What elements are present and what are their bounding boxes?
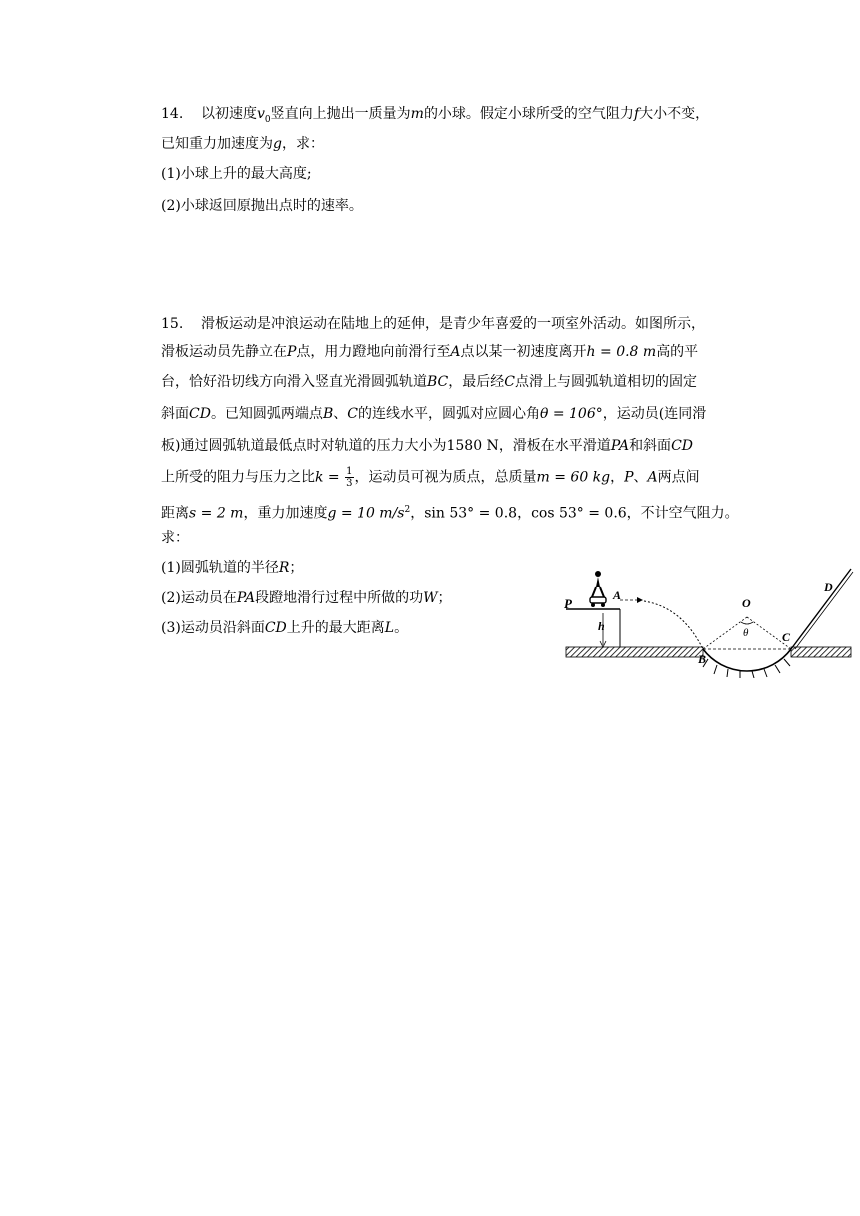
- sub-question-1: (1)小球上升的最大高度;: [161, 166, 312, 182]
- skater-icon: [590, 571, 606, 607]
- ground-right: [791, 647, 851, 657]
- svg-text:h: h: [598, 619, 605, 633]
- svg-text:C: C: [782, 630, 791, 644]
- ground-left: [566, 647, 703, 657]
- svg-text:A: A: [613, 588, 622, 602]
- sub-question-1: (1)圆弧轨道的半径R；: [161, 560, 304, 576]
- sub-question-3: (3)运动员沿斜面CD上升的最大距离L。: [161, 620, 409, 636]
- question-number: 15.: [161, 316, 184, 332]
- incline-CD: [791, 569, 851, 649]
- svg-text:D: D: [824, 580, 833, 594]
- svg-text:O: O: [742, 596, 751, 610]
- projectile-path: [644, 601, 703, 649]
- question-number: 14.: [161, 106, 184, 122]
- svg-text:P: P: [564, 596, 572, 611]
- svg-text:B: B: [698, 652, 707, 666]
- skateboard-figure: [562, 563, 854, 678]
- sub-question-2: (2)小球返回原抛出点时的速率。: [161, 198, 363, 214]
- sub-question-2: (2)运动员在PA段蹬地滑行过程中所做的功W；: [161, 590, 452, 606]
- svg-text:θ: θ: [743, 627, 749, 639]
